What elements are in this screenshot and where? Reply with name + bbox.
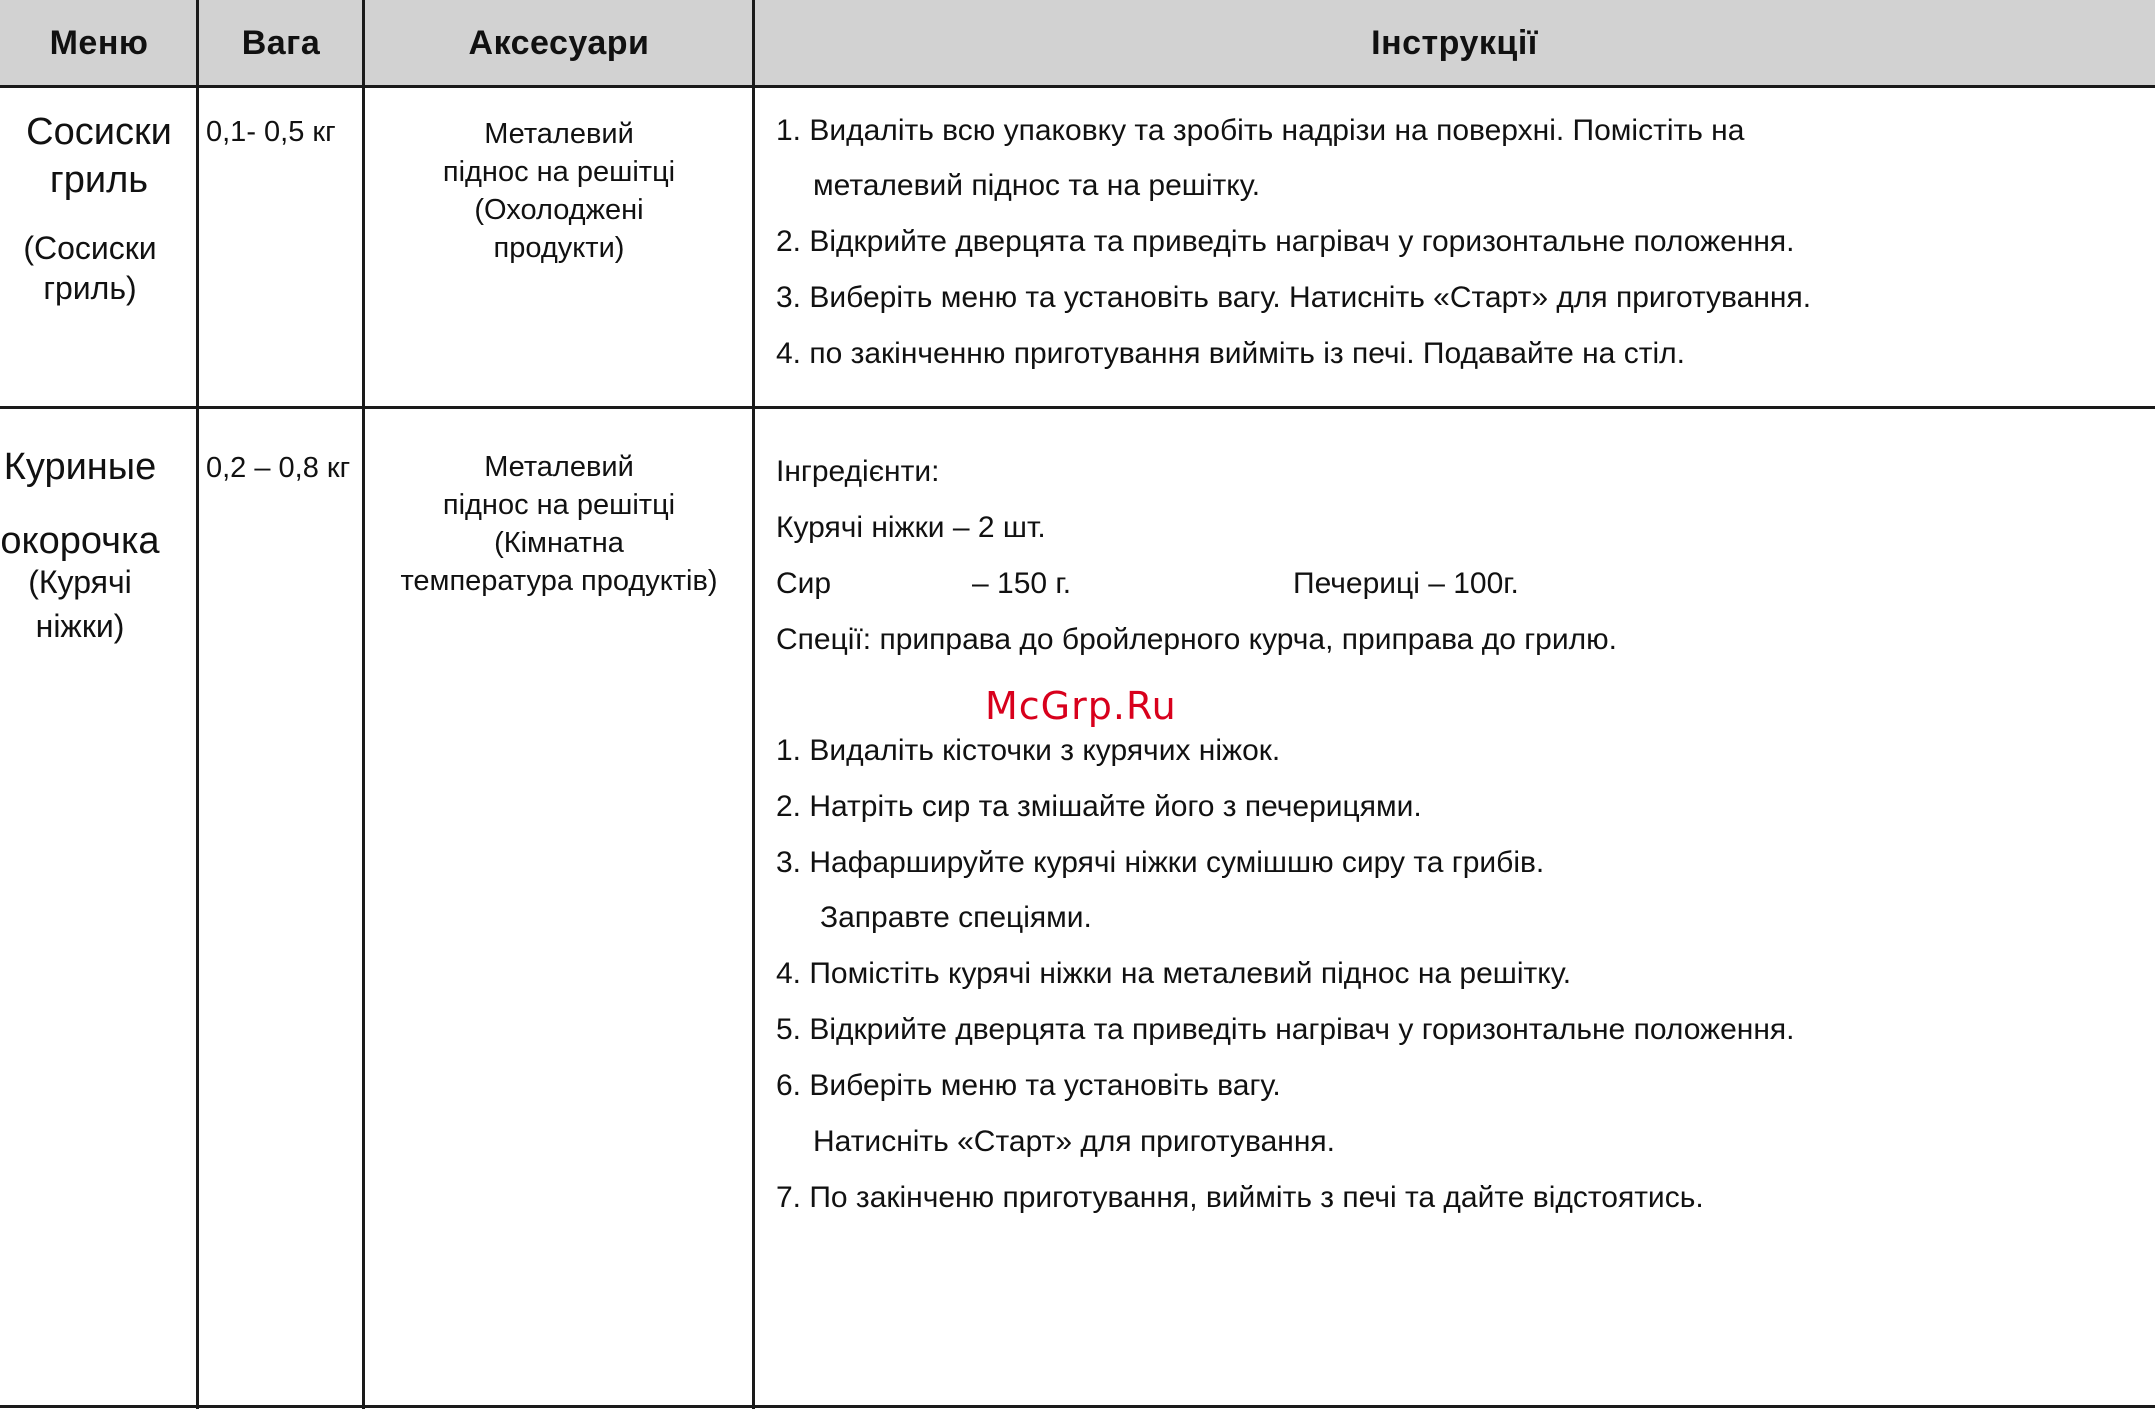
menu-name-line: Сосиски <box>26 111 172 153</box>
instruction-step: 4. Помістіть курячі ніжки на металевий піднос на решітку. <box>776 957 1572 990</box>
instruction-step: Натисніть «Старт» для приготування. <box>813 1125 1336 1158</box>
accessory-line: продукти) <box>493 232 625 264</box>
ingredient-item: Курячі ніжки – 2 шт. <box>776 511 1046 544</box>
accessory-line: (Кімнатна <box>494 527 624 559</box>
menu-alt-line: (Сосиски <box>23 230 157 266</box>
accessory-line: Металевий <box>484 451 634 483</box>
accessory-description <box>364 448 754 600</box>
menu-alt-line: (Курячі <box>28 564 132 600</box>
menu-item-name <box>0 108 198 204</box>
weight-range: 0,2 – 0,8 кг <box>206 452 351 484</box>
accessory-description <box>364 115 754 267</box>
accessory-line: піднос на решітці <box>442 156 676 188</box>
instruction-step: 4. по закінченню приготування вийміть із печі. Подавайте на стіл. <box>776 337 1685 370</box>
accessory-line: температура продуктів) <box>400 565 718 597</box>
instruction-step: 2. Відкрийте дверцята та приведіть нагрівач у горизонтальне положення. <box>776 225 1795 258</box>
ingredient-quantity: – 150 г. <box>972 567 1072 600</box>
instruction-step: 1. Видаліть всю упаковку та зробіть надрізи на поверхні. Помістіть на <box>776 114 1745 147</box>
watermark: McGrp.Ru <box>985 684 1177 728</box>
instruction-step: 3. Виберіть меню та установіть вагу. Натисніть «Старт» для приготування. <box>776 281 1812 314</box>
menu-name-line: гриль <box>49 159 149 201</box>
instruction-step: 3. Нафаршируйте курячі ніжки сумішшю сиру та грибів. <box>776 846 1545 879</box>
column-divider <box>196 0 199 1409</box>
ingredient-item: Сир <box>776 567 832 600</box>
accessory-line: піднос на решітці <box>442 489 676 521</box>
ingredient-item: Печериці – 100г. <box>1293 567 1519 600</box>
instruction-step: 7. По закінченю приготування, вийміть з печі та дайте відстоятись. <box>776 1181 1704 1214</box>
row-divider <box>0 85 2155 88</box>
row-divider <box>0 406 2155 409</box>
menu-item-translation <box>0 228 180 308</box>
instruction-step: 1. Видаліть кісточки з курячих ніжок. <box>776 734 1281 767</box>
weight-range: 0,1- 0,5 кг <box>206 116 336 148</box>
menu-alt-line: ніжки) <box>35 608 125 644</box>
menu-name-line: Куриные <box>3 446 157 488</box>
header-instructions: Інструкції <box>1371 23 1538 62</box>
menu-alt-line: гриль) <box>43 270 137 306</box>
instruction-step: Заправте спеціями. <box>820 901 1092 934</box>
instruction-step: 2. Натріть сир та змішайте його з печерицями. <box>776 790 1422 823</box>
ingredients-title: Інгредієнти: <box>776 455 940 488</box>
header-menu: Меню <box>49 23 149 62</box>
header-weight: Вага <box>241 23 321 62</box>
instruction-step: 5. Відкрийте дверцята та приведіть нагрівач у горизонтальне положення. <box>776 1013 1795 1046</box>
header-accessories: Аксесуари <box>468 23 650 62</box>
menu-item-name <box>0 430 160 578</box>
instruction-step: 6. Виберіть меню та установіть вагу. <box>776 1069 1281 1102</box>
accessory-line: Металевий <box>484 118 634 150</box>
menu-item-translation <box>0 560 160 648</box>
menu-name-line: окорочка <box>0 520 160 562</box>
instruction-step: металевий піднос та на решітку. <box>813 169 1261 202</box>
spices-line: Спеції: приправа до бройлерного курча, приправа до грилю. <box>776 623 1617 656</box>
accessory-line: (Охолоджені <box>474 194 644 226</box>
row-divider <box>0 1405 2155 1408</box>
